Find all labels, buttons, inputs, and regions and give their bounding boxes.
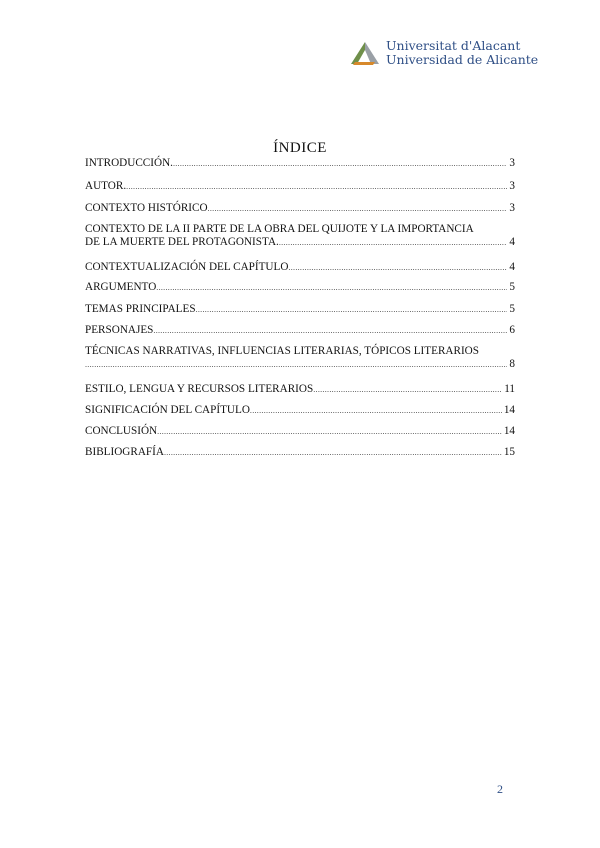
toc-entry-page: 3 — [509, 202, 515, 214]
dot-leader — [126, 180, 507, 193]
toc-entry-page: 8 — [509, 358, 515, 370]
dot-leader — [196, 303, 508, 316]
toc-entry-label: PERSONAJES — [85, 324, 154, 336]
page-number: 2 — [497, 782, 503, 796]
toc-entry-page: 4 — [509, 236, 515, 248]
toc-entry-tecnicas[interactable] — [85, 345, 515, 371]
toc-entry-conclusion[interactable] — [85, 425, 515, 438]
toc-entry-page: 5 — [509, 281, 515, 293]
toc-entry-label: AUTOR. — [85, 180, 127, 192]
toc-entry-label: BIBLIOGRAFÍA — [85, 446, 164, 458]
toc-entry-page: 11 — [504, 383, 515, 395]
logo-line-1: Universitat d'Alacant — [386, 38, 521, 53]
toc-entry-label-line1: CONTEXTO DE LA II PARTE DE LA OBRA DEL QUIJOTE Y LA IMPORTANCIA — [85, 223, 474, 235]
toc-entry-page: 3 — [509, 180, 515, 192]
dot-leader — [288, 261, 507, 274]
toc-entry-contexto-historico[interactable] — [85, 202, 515, 215]
toc-entry-contexto-ii-parte[interactable] — [85, 223, 515, 249]
logo-text — [386, 39, 538, 67]
toc-entry-page: 3 — [509, 157, 515, 169]
toc-entry-argumento[interactable] — [85, 281, 515, 294]
dot-leader — [250, 404, 502, 417]
toc-entry-label: TEMAS PRINCIPALES — [85, 303, 196, 315]
toc-entry-page: 14 — [503, 404, 515, 416]
logo-line-2: Universidad de Alicante — [386, 52, 539, 67]
toc-entry-significacion[interactable] — [85, 404, 515, 417]
toc-entry-autor[interactable] — [85, 180, 515, 193]
toc-entry-label: CONCLUSIÓN — [85, 425, 158, 437]
dot-leader — [153, 324, 507, 337]
toc-entry-introduccion[interactable] — [85, 157, 515, 170]
university-logo — [349, 38, 539, 70]
toc-entry-label: ESTILO, LENGUA Y RECURSOS LITERARIOS — [85, 383, 314, 395]
toc-entry-page: 4 — [509, 261, 515, 273]
toc-entry-label: INTRODUCCIÓN. — [85, 157, 173, 169]
toc-entry-page: 6 — [509, 324, 515, 336]
toc-entry-label: DE LA MUERTE DEL PROTAGONISTA. — [85, 236, 279, 248]
page-title: ÍNDICE — [273, 140, 327, 156]
dot-leader — [157, 425, 502, 438]
toc-entry-contextualizacion[interactable] — [85, 261, 515, 274]
dot-leader — [164, 446, 502, 459]
toc-entry-label: SIGNIFICACIÓN DEL CAPÍTULO — [85, 404, 250, 416]
university-emblem-icon — [349, 38, 381, 66]
toc-entry-page: 15 — [503, 446, 515, 458]
dot-leader — [279, 236, 508, 249]
toc-entry-personajes[interactable] — [85, 324, 515, 337]
toc-entry-page: 5 — [509, 303, 515, 315]
dot-leader — [85, 358, 507, 371]
dot-leader — [173, 157, 507, 170]
toc-entry-label: CONTEXTO HISTÓRICO — [85, 202, 208, 214]
toc-entry-page: 14 — [503, 425, 515, 437]
toc-entry-bibliografia[interactable] — [85, 446, 515, 459]
dot-leader — [156, 281, 507, 294]
dot-leader — [208, 202, 508, 215]
toc-entry-estilo[interactable] — [85, 383, 515, 396]
toc-entry-label: CONTEXTUALIZACIÓN DEL CAPÍTULO — [85, 261, 289, 273]
dot-leader — [313, 383, 502, 396]
toc-entry-temas[interactable] — [85, 303, 515, 316]
toc-entry-label-line1: TÉCNICAS NARRATIVAS, INFLUENCIAS LITERARIAS, TÓPICOS LITERARIOS — [85, 345, 479, 357]
toc-entry-label: ARGUMENTO — [85, 281, 157, 293]
